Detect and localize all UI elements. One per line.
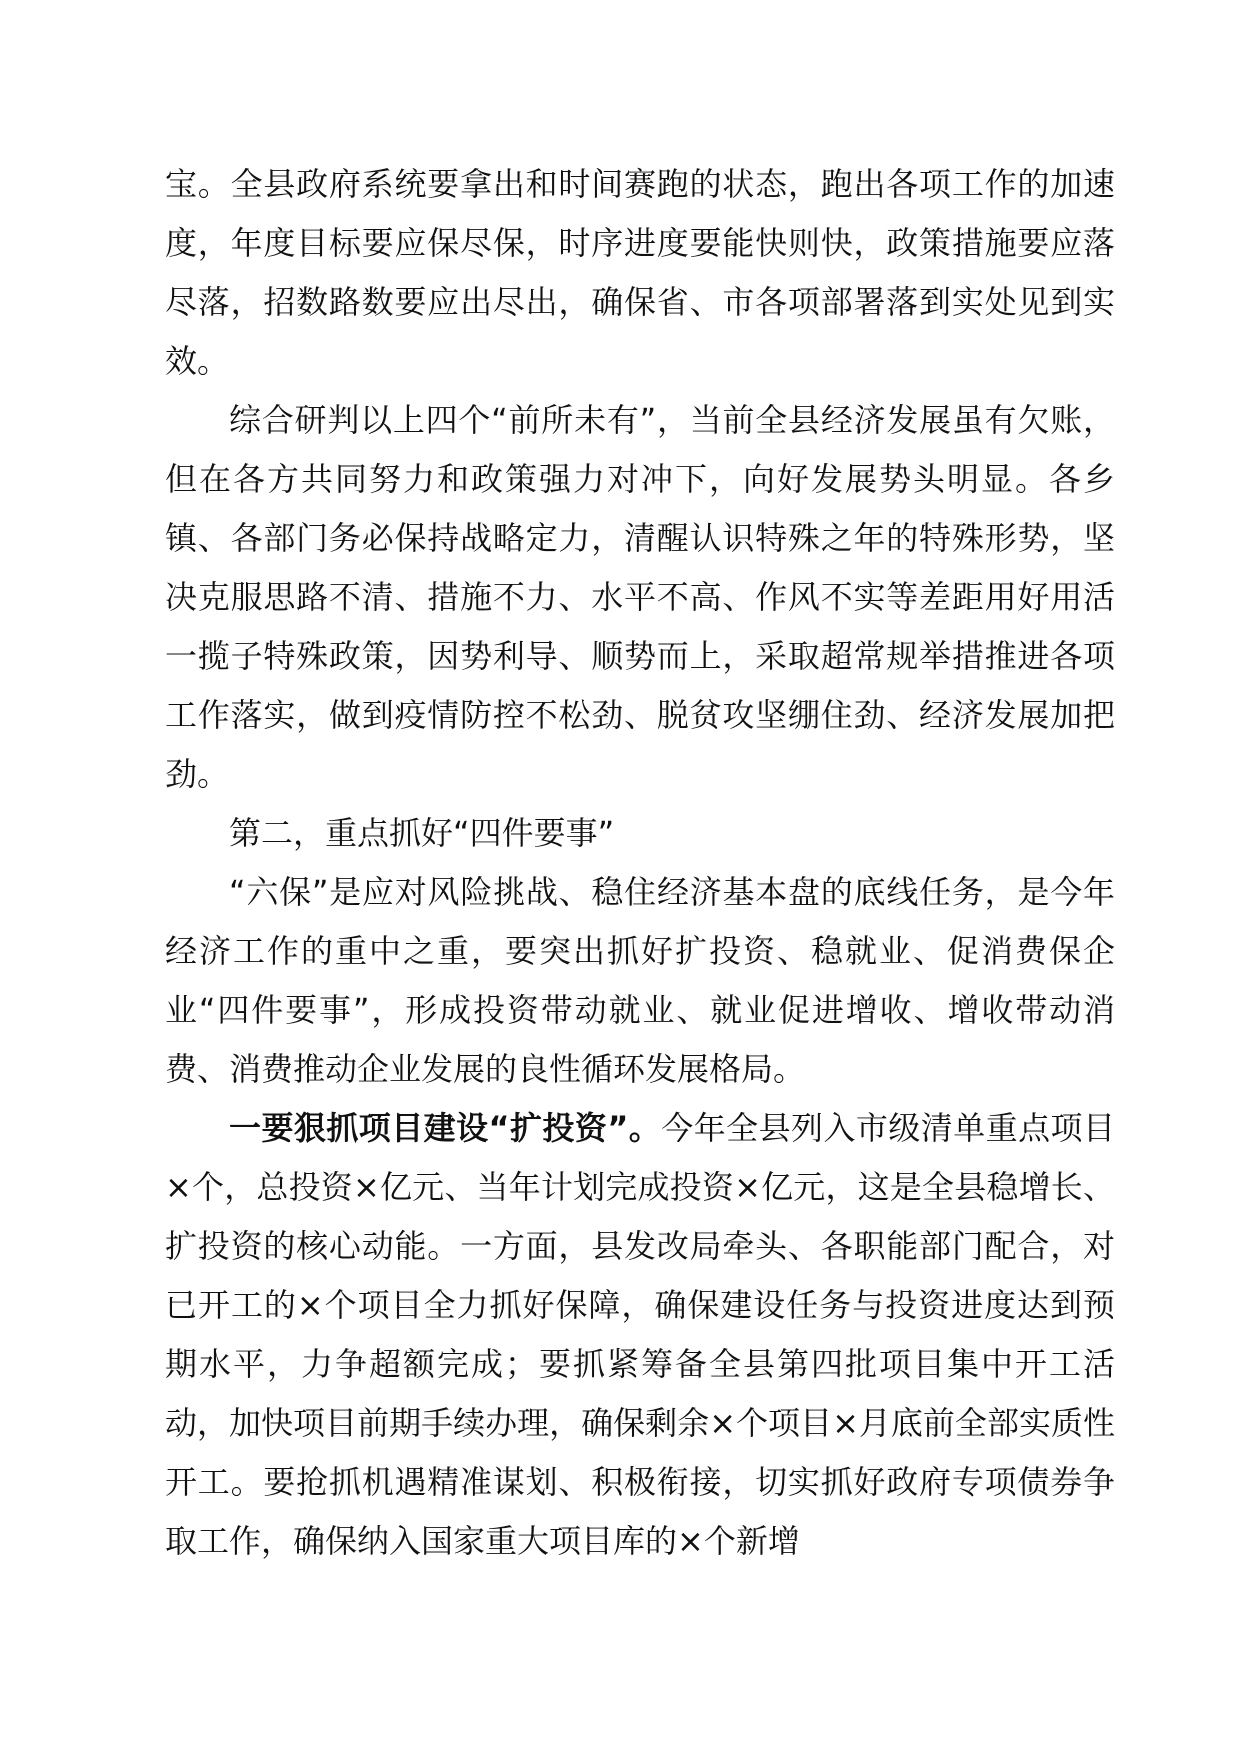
section-heading-text: 第二，重点抓好“四件要事” (229, 814, 615, 852)
paragraph-text: “六保”是应对风险挑战、稳住经济基本盘的底线任务，是今年经济工作的重中之重，要突出抓好扩投资、稳就业、促消费保企业“四件要事”，形成投资带动就业、就业促进增收、增收带动消费、消费推动企业发展的良性循环发展格局。 (165, 873, 1115, 1088)
paragraph-continuation (165, 155, 1115, 391)
document-body (165, 155, 1115, 1571)
paragraph-text: 今年全县列入市级清单重点项目×个，总投资×亿元、当年计划完成投资×亿元，这是全县稳增长、扩投资的核心动能。一方面，县发改局牵头、各职能部门配合，对已开工的×个项目全力抓好保障，确保建设任务与投资进度达到预期水平，力争超额完成；要抓紧筹备全县第四批项目集中开工活动，加快项目前期手续办理，确保剩余×个项目×月底前全部实质性开工。要抢抓机遇精准谋划、积极衔接，切实抓好政府专项债券争取工作，确保纳入国家重大项目库的×个新增 (165, 1109, 1115, 1560)
paragraph-assessment (165, 391, 1115, 804)
paragraph-lead-bold: 一要狠抓项目建设“扩投资”。 (229, 1109, 662, 1147)
paragraph-text: 宝。全县政府系统要拿出和时间赛跑的状态，跑出各项工作的加速度，年度目标要应保尽保，时序进度要能快则快，政策措施要应落尽落，招数路数要应出尽出，确保省、市各项部署落到实处见到实效。 (165, 165, 1115, 380)
section-heading (165, 804, 1115, 863)
paragraph-expand-investment (165, 1099, 1115, 1571)
paragraph-text: 综合研判以上四个“前所未有”，当前全县经济发展虽有欠账，但在各方共同努力和政策强力对冲下，向好发展势头明显。各乡镇、各部门务必保持战略定力，清醒认识特殊之年的特殊形势，坚决克服思路不清、措施不力、水平不高、作风不实等差距用好用活一揽子特殊政策，因势利导、顺势而上，采取超常规举措推进各项工作落实，做到疫情防控不松劲、脱贫攻坚绷住劲、经济发展加把劲。 (165, 401, 1115, 793)
paragraph-six-guarantees (165, 863, 1115, 1099)
